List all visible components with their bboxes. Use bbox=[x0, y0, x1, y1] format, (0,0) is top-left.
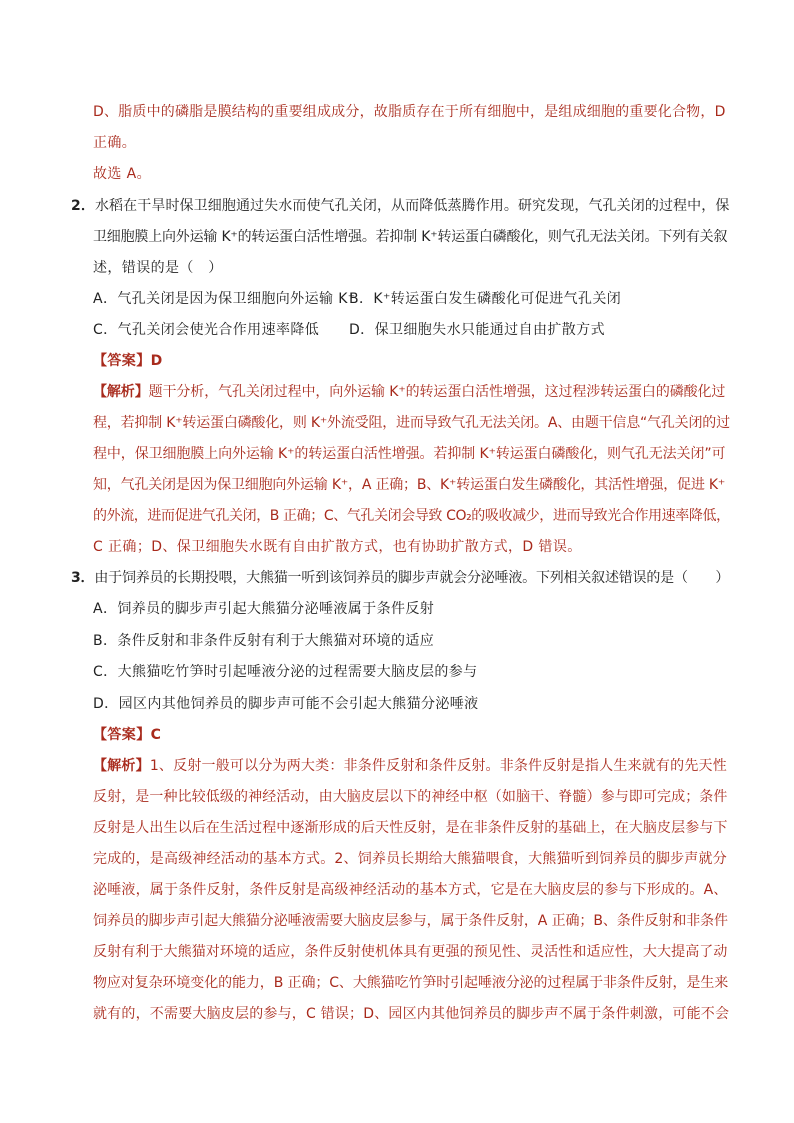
q2-analysis-label: 【解析】 bbox=[93, 384, 149, 400]
q2-analysis-line5: 的外流，进而促进气孔关闭，B 正确；C、气孔关闭会导致 CO₂的吸收减少，进而导致光合作用速率降低， bbox=[93, 508, 730, 524]
q1-choose-answer: 故选 A。 bbox=[93, 166, 152, 182]
q2-stem-line1 bbox=[71, 196, 729, 216]
q2-answer-label: 【答案】 bbox=[93, 353, 151, 369]
q3-analysis-line9: 就有的，不需要大脑皮层的参与，C 错误；D、园区内其他饲养员的脚步声不属于条件刺激，可能不会 bbox=[93, 1006, 730, 1022]
q3-analysis-line5: 泌唾液，属于条件反射，条件反射是高级神经活动的基本方式，它是在大脑皮层的参与下形成的。A、 bbox=[93, 882, 728, 898]
q3-analysis-line4: 完成的，是高级神经活动的基本方式。2、饲养员长期给大熊猫喂食，大熊猫听到饲养员的脚步声就分 bbox=[93, 851, 727, 867]
q3-analysis-line6: 饲养员的脚步声引起大熊猫分泌唾液需要大脑皮层参与，属于条件反射，A 正确；B、条件反射和非条件 bbox=[93, 913, 728, 929]
q2-stem-text1: 水稻在干旱时保卫细胞通过失水而使气孔关闭，从而降低蒸腾作用。研究发现，气孔关闭的过程中，保 bbox=[94, 198, 730, 214]
q1-option-d-analysis-line2: 正确。 bbox=[93, 135, 137, 151]
q2-analysis-text1: 题干分析，气孔关闭过程中，向外运输 K⁺的转运蛋白活性增强，这过程涉转运蛋白的磷酸化过 bbox=[148, 384, 726, 400]
q3-analysis-line3: 反射是人出生以后在生活过程中逐渐形成的后天性反射，是在非条件反射的基础上，在大脑皮层参与下 bbox=[93, 820, 728, 836]
q3-analysis-text1: 1、反射一般可以分为两大类：非条件反射和条件反射。非条件反射是指人生来就有的先天性 bbox=[149, 758, 727, 774]
q2-stem-line3: 述，错误的是（ ） bbox=[93, 260, 223, 276]
q3-stem-line1 bbox=[71, 568, 729, 588]
q3-option-d: D．园区内其他饲养员的脚步声可能不会引起大熊猫分泌唾液 bbox=[93, 696, 479, 712]
q2-analysis-line4: 知，气孔关闭是因为保卫细胞向外运输 K⁺，A 正确；B、K⁺转运蛋白发生磷酸化，其活性增强，促进 K⁺ bbox=[93, 477, 726, 493]
q2-analysis-line1 bbox=[93, 382, 725, 402]
q2-option-a: A．气孔关闭是因为保卫细胞向外运输 K⁺ bbox=[93, 291, 356, 307]
q2-answer bbox=[93, 351, 163, 371]
q1-option-d-analysis-line1: D、脂质中的磷脂是膜结构的重要组成成分，故脂质存在于所有细胞中，是组成细胞的重要化合物，D bbox=[93, 104, 726, 120]
q2-number: 2． bbox=[71, 198, 95, 214]
q2-analysis-line3: 程中，保卫细胞膜上向外运输 K⁺的转运蛋白活性增强。若抑制 K⁺转运蛋白磷酸化，则气孔无法关闭”可 bbox=[93, 446, 726, 462]
q3-answer-value: C bbox=[150, 727, 162, 743]
q2-option-b: B．K⁺转运蛋白发生磷酸化可促进气孔关闭 bbox=[349, 291, 622, 307]
q3-option-c: C．大熊猫吃竹笋时引起唾液分泌的过程需要大脑皮层的参与 bbox=[93, 664, 478, 680]
q3-stem-text1: 由于饲养员的长期投喂，大熊猫一听到该饲养员的脚步声就会分泌唾液。下列相关叙述错误的是（ ） bbox=[94, 570, 730, 586]
q3-analysis-line8: 物应对复杂环境变化的能力，B 正确；C、大熊猫吃竹笋时引起唾液分泌的过程属于非条件反射，是生来 bbox=[93, 975, 729, 991]
q2-option-c: C．气孔关闭会使光合作用速率降低 bbox=[93, 322, 320, 338]
q3-number: 3． bbox=[71, 570, 95, 586]
q3-analysis-line7: 反射有利于大熊猫对环境的适应，条件反射使机体具有更强的预见性、灵活性和适应性，大大提高了动 bbox=[93, 944, 728, 960]
q3-answer-label: 【答案】 bbox=[93, 727, 151, 743]
q3-answer bbox=[93, 725, 161, 745]
q2-option-d: D．保卫细胞失水只能通过自由扩散方式 bbox=[349, 322, 605, 338]
q2-stem-line2: 卫细胞膜上向外运输 K⁺的转运蛋白活性增强。若抑制 K⁺转运蛋白磷酸化，则气孔无法关闭。下列有关叙 bbox=[93, 229, 728, 245]
q3-analysis-line2: 反射，是一种比较低级的神经活动，由大脑皮层以下的神经中枢（如脑干、脊髓）参与即可完成；条件 bbox=[93, 789, 728, 805]
q3-option-b: B．条件反射和非条件反射有利于大熊猫对环境的适应 bbox=[93, 633, 435, 649]
q3-analysis-line1 bbox=[93, 756, 727, 776]
q2-answer-value: D bbox=[150, 353, 163, 369]
q3-analysis-label: 【解析】 bbox=[93, 758, 150, 774]
q2-analysis-line6: C 正确；D、保卫细胞失水既有自由扩散方式，也有协助扩散方式，D 错误。 bbox=[93, 539, 582, 555]
q3-option-a: A．饲养员的脚步声引起大熊猫分泌唾液属于条件反射 bbox=[93, 601, 435, 617]
q2-analysis-line2: 程，若抑制 K⁺转运蛋白磷酸化，则 K⁺外流受阻，进而导致气孔无法关闭。A、由题干信息“气孔关闭的过 bbox=[93, 415, 730, 431]
